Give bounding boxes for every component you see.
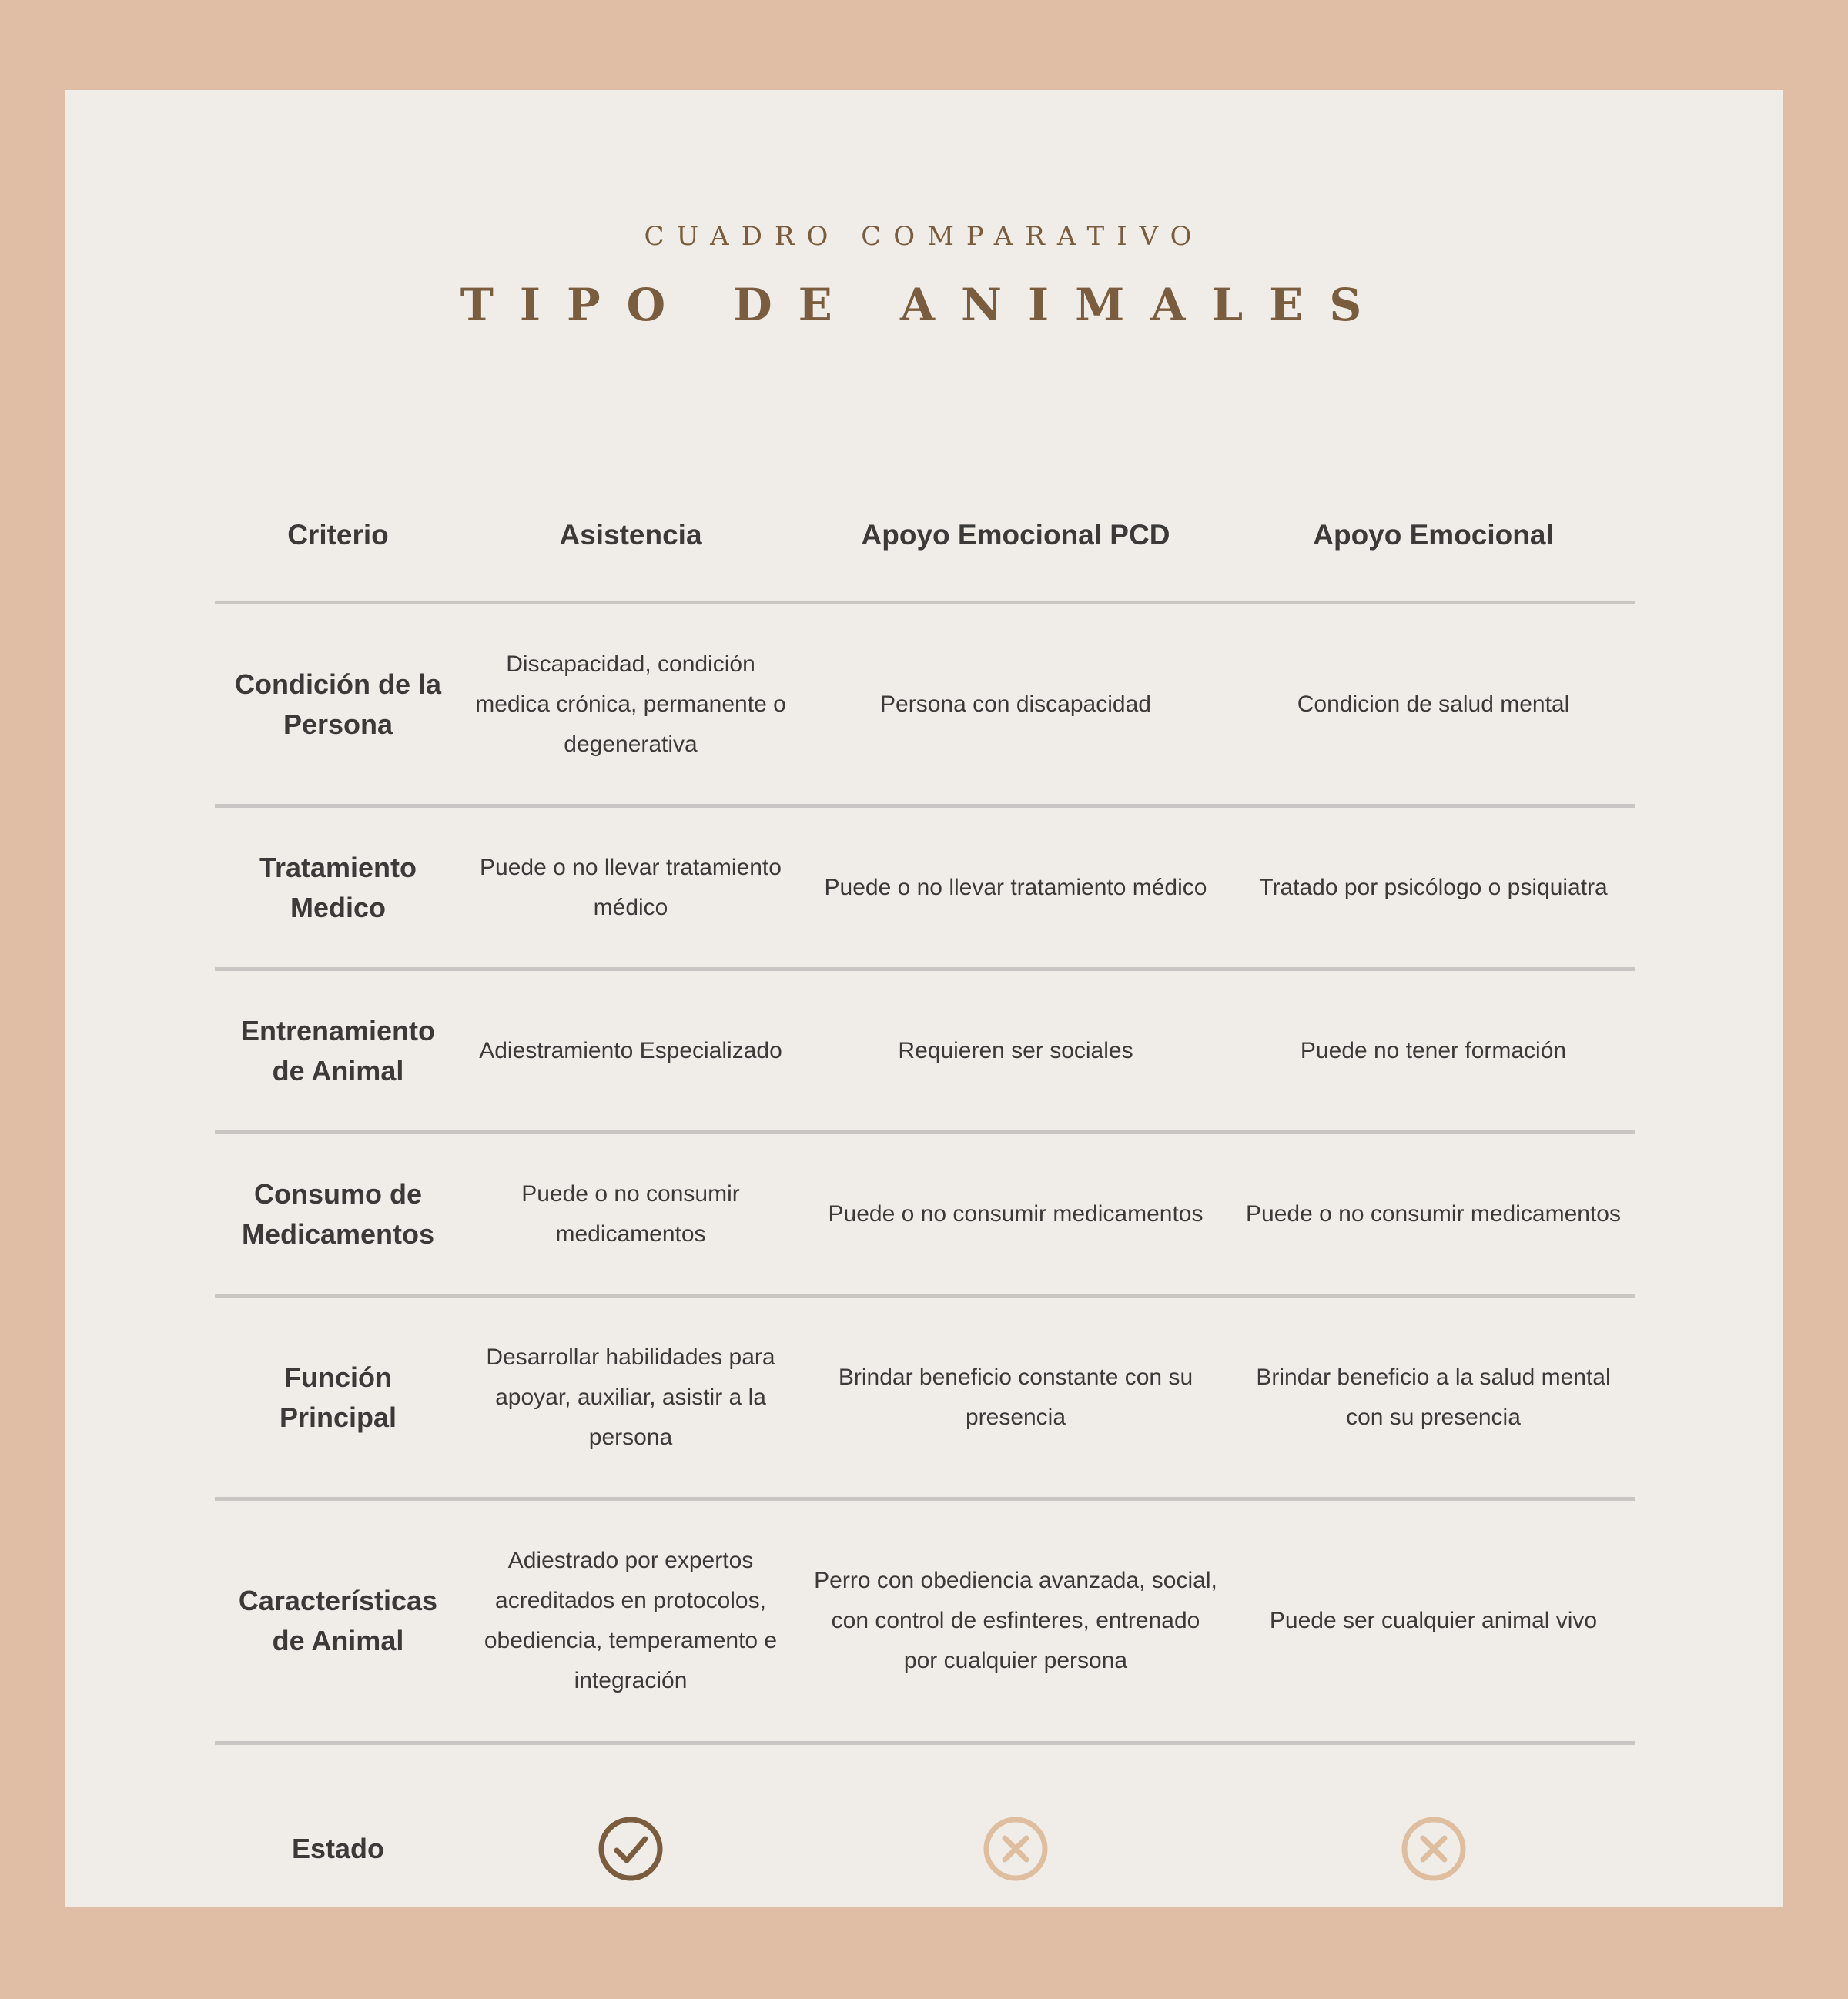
table-row (215, 1501, 1635, 1745)
row-apoyo-emocional: Puede ser cualquier animal vivo (1269, 1608, 1598, 1633)
table-header-row (215, 470, 1635, 604)
x-circle-icon (800, 1745, 1231, 1953)
x-circle-icon (1231, 1745, 1635, 1953)
check-circle-icon (461, 1745, 800, 1953)
row-asistencia: Puede o no llevar tratamiento médico (480, 854, 782, 920)
row-apoyo-emocional: Puede no tener formación (1300, 1037, 1567, 1063)
row-apoyo-pcd: Puede o no llevar tratamiento médico (824, 874, 1207, 900)
column-header-asistencia: Asistencia (559, 519, 702, 551)
row-apoyo-emocional: Tratado por psicólogo o psiquiatra (1259, 874, 1608, 900)
row-asistencia: Adiestramiento Especializado (479, 1037, 782, 1063)
row-criterio: Condición de la Persona (234, 668, 441, 740)
table-row (215, 971, 1635, 1134)
row-criterio: Estado (291, 1833, 385, 1864)
row-asistencia: Puede o no consumir medicamentos (521, 1180, 740, 1247)
row-apoyo-pcd: Persona con discapacidad (880, 691, 1151, 717)
row-apoyo-pcd: Puede o no consumir medicamentos (828, 1200, 1204, 1227)
row-criterio: Función Principal (279, 1361, 397, 1433)
row-apoyo-emocional: Condicion de salud mental (1297, 691, 1570, 717)
row-apoyo-emocional: Puede o no consumir medicamentos (1246, 1200, 1621, 1227)
column-header-apoyo-pcd: Apoyo Emocional PCD (861, 519, 1170, 551)
row-asistencia: Discapacidad, condición medica crónica, permanente o degenerativa (475, 651, 786, 757)
row-criterio: Entrenamiento de Animal (240, 1014, 436, 1087)
comparison-table (215, 90, 1635, 1907)
row-apoyo-emocional: Brindar beneficio a la salud mental con su presencia (1256, 1364, 1611, 1430)
row-apoyo-pcd: Requieren ser sociales (898, 1037, 1133, 1063)
column-header-apoyo-emocional: Apoyo Emocional (1313, 519, 1554, 551)
page-subtitle: CUADRO COMPARATIVO (644, 221, 1204, 252)
row-asistencia: Adiestrado por expertos acreditados en protocolos, obediencia, temperamento e integración (484, 1548, 778, 1693)
table-row (215, 1134, 1635, 1298)
comparison-panel (65, 90, 1783, 1907)
table-row (215, 808, 1635, 971)
table-row (215, 1298, 1635, 1501)
row-criterio: Características de Animal (238, 1585, 438, 1656)
row-criterio: Tratamiento Medico (259, 851, 417, 923)
row-asistencia: Desarrollar habilidades para apoyar, auxiliar, asistir a la persona (486, 1344, 775, 1450)
status-row (215, 1745, 1635, 1953)
row-apoyo-pcd: Perro con obediencia avanzada, social, con control de esfinteres, entrenado por cualquier persona (814, 1568, 1217, 1673)
table-row (215, 604, 1635, 808)
row-apoyo-pcd: Brindar beneficio constante con su presencia (838, 1364, 1194, 1430)
column-header-criterio: Criterio (287, 519, 389, 551)
page-title: TIPO DE ANIMALES (460, 279, 1388, 331)
row-criterio: Consumo de Medicamentos (241, 1177, 435, 1250)
